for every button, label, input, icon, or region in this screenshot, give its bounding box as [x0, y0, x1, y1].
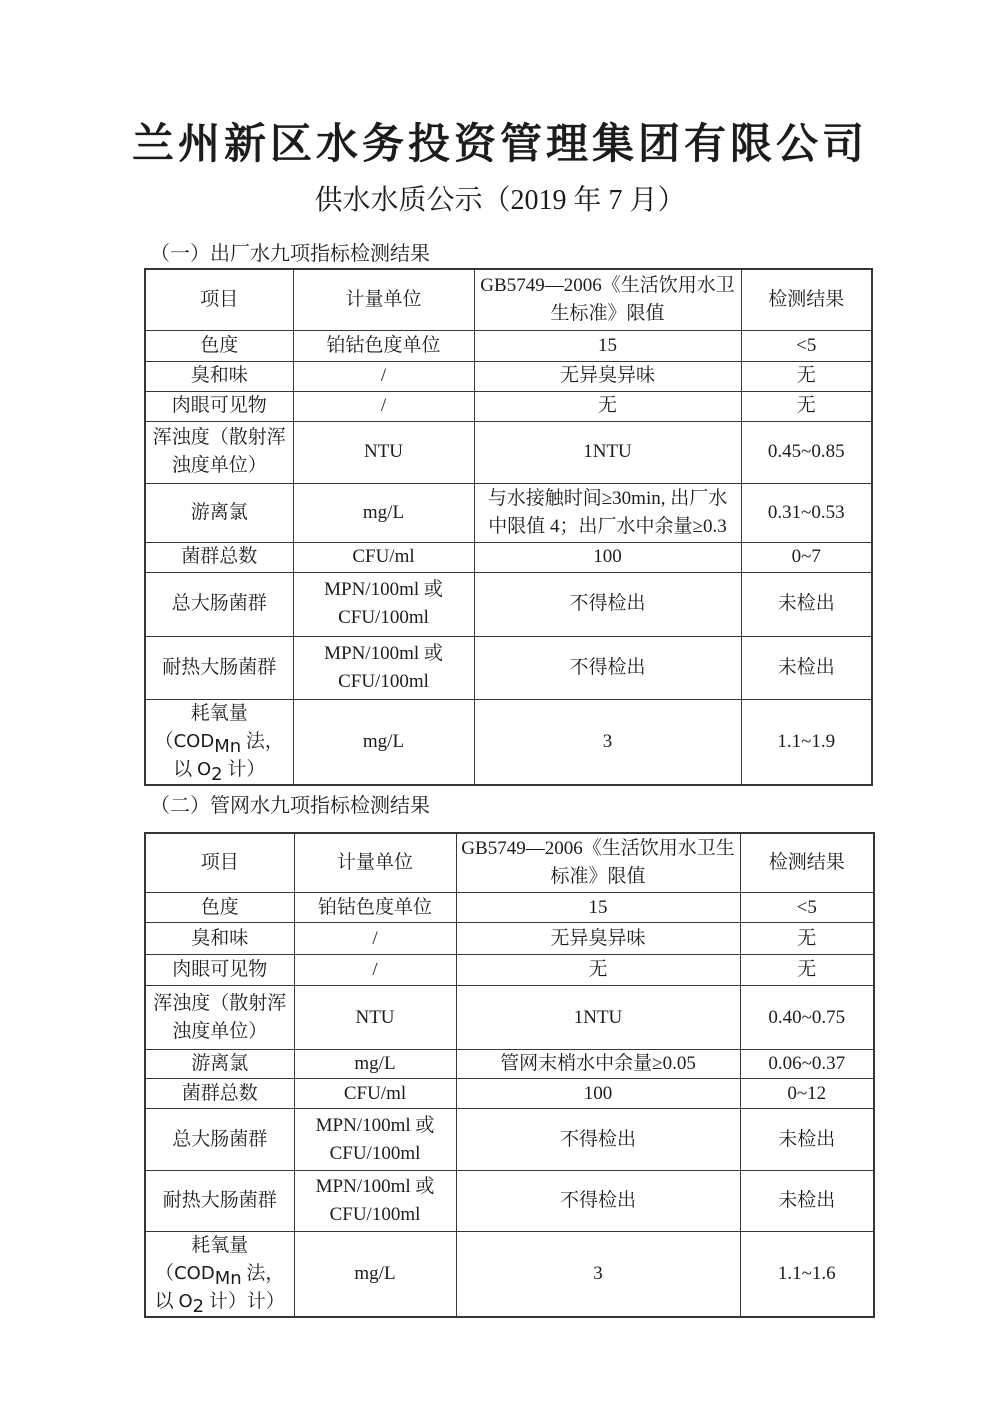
item-cell: 浑浊度（散射浑浊度单位） [145, 986, 294, 1050]
result-cell: 0~7 [741, 542, 872, 572]
table-pipe-network-water [144, 832, 875, 1319]
col-header-result: 检测结果 [741, 269, 872, 330]
table-row [145, 923, 874, 955]
limit-cell: 无异臭异味 [474, 361, 741, 391]
table-row [145, 361, 872, 391]
table-row [145, 1232, 874, 1318]
table-row [145, 330, 872, 361]
item-cell: 耐热大肠菌群 [145, 1171, 294, 1232]
table-row [145, 1079, 874, 1109]
unit-cell: MPN/100ml 或 CFU/100ml [294, 1109, 456, 1171]
table-row [145, 636, 872, 699]
unit-cell: mg/L [293, 699, 474, 785]
item-cell: 色度 [145, 330, 293, 361]
item-cell: 菌群总数 [145, 1079, 294, 1109]
unit-cell: / [293, 391, 474, 421]
page-subtitle: 供水水质公示（2019 年 7 月） [314, 185, 686, 216]
item-cell: 耐热大肠菌群 [145, 636, 293, 699]
table-row [145, 955, 874, 986]
item-cell: 菌群总数 [145, 542, 293, 572]
result-cell: <5 [740, 893, 874, 923]
limit-cell: 15 [474, 330, 741, 361]
item-cell: 耗氧量（$COD_{Mn}$ 法，以 $O_2$ 计）计） [145, 1232, 294, 1318]
table-row [145, 1050, 874, 1079]
result-cell: <5 [741, 330, 872, 361]
page-title: 兰州新区水务投资管理集团有限公司 [131, 122, 868, 168]
unit-cell: / [294, 923, 456, 955]
col-header-unit: 计量单位 [294, 833, 456, 893]
table-finished-water [144, 268, 873, 786]
item-cell: 游离氯 [145, 483, 293, 542]
result-cell: 未检出 [741, 636, 872, 699]
result-cell: 0~12 [740, 1079, 874, 1109]
table-row [145, 986, 874, 1050]
section-1-heading: （一）出厂水九项指标检测结果 [150, 243, 430, 265]
item-cell: 总大肠菌群 [145, 1109, 294, 1171]
unit-cell: / [294, 955, 456, 986]
result-cell: 1.1~1.6 [740, 1232, 874, 1318]
item-cell: 肉眼可见物 [145, 391, 293, 421]
unit-cell: 铂钴色度单位 [294, 893, 456, 923]
result-cell: 0.31~0.53 [741, 483, 872, 542]
item-cell: 臭和味 [145, 923, 294, 955]
limit-cell: 3 [474, 699, 741, 785]
table-row [145, 1171, 874, 1232]
limit-cell: 管网末梢水中余量≥0.05 [456, 1050, 740, 1079]
table-header-row [145, 269, 872, 330]
table-row [145, 893, 874, 923]
limit-cell: 无 [456, 955, 740, 986]
limit-cell: 1NTU [456, 986, 740, 1050]
table-header-row [145, 833, 874, 893]
table-row [145, 421, 872, 483]
unit-cell: mg/L [294, 1050, 456, 1079]
unit-cell: / [293, 361, 474, 391]
col-header-limit: GB5749—2006《生活饮用水卫生标准》限值 [456, 833, 740, 893]
unit-cell: NTU [294, 986, 456, 1050]
limit-cell: 无 [474, 391, 741, 421]
limit-cell: 100 [456, 1079, 740, 1109]
item-cell: 臭和味 [145, 361, 293, 391]
unit-cell: MPN/100ml 或 CFU/100ml [293, 636, 474, 699]
unit-cell: NTU [293, 421, 474, 483]
unit-cell: MPN/100ml 或 CFU/100ml [294, 1171, 456, 1232]
unit-cell: CFU/ml [293, 542, 474, 572]
result-cell: 0.40~0.75 [740, 986, 874, 1050]
table-row [145, 699, 872, 785]
result-cell: 无 [740, 955, 874, 986]
limit-cell: 100 [474, 542, 741, 572]
col-header-unit: 计量单位 [293, 269, 474, 330]
limit-cell: 15 [456, 893, 740, 923]
limit-cell: 与水接触时间≥30min, 出厂水中限值 4；出厂水中余量≥0.3 [474, 483, 741, 542]
col-header-limit: GB5749—2006《生活饮用水卫生标准》限值 [474, 269, 741, 330]
col-header-result: 检测结果 [740, 833, 874, 893]
limit-cell: 不得检出 [456, 1171, 740, 1232]
limit-cell: 无异臭异味 [456, 923, 740, 955]
item-cell: 浑浊度（散射浑浊度单位） [145, 421, 293, 483]
limit-cell: 1NTU [474, 421, 741, 483]
table-row [145, 542, 872, 572]
item-cell: 色度 [145, 893, 294, 923]
result-cell: 0.45~0.85 [741, 421, 872, 483]
item-cell: 耗氧量（$COD_{Mn}$ 法，以 $O_2$ 计） [145, 699, 293, 785]
result-cell: 未检出 [740, 1171, 874, 1232]
unit-cell: 铂钴色度单位 [293, 330, 474, 361]
result-cell: 无 [741, 391, 872, 421]
table-row [145, 483, 872, 542]
limit-cell: 不得检出 [474, 636, 741, 699]
result-cell: 1.1~1.9 [741, 699, 872, 785]
item-cell: 总大肠菌群 [145, 572, 293, 636]
section-2-heading: （二）管网水九项指标检测结果 [150, 794, 430, 817]
unit-cell: mg/L [293, 483, 474, 542]
limit-cell: 3 [456, 1232, 740, 1318]
result-cell: 无 [740, 923, 874, 955]
limit-cell: 不得检出 [474, 572, 741, 636]
limit-cell: 不得检出 [456, 1109, 740, 1171]
result-cell: 0.06~0.37 [740, 1050, 874, 1079]
unit-cell: MPN/100ml 或 CFU/100ml [293, 572, 474, 636]
result-cell: 未检出 [740, 1109, 874, 1171]
col-header-item: 项目 [145, 269, 293, 330]
unit-cell: mg/L [294, 1232, 456, 1318]
table-row [145, 391, 872, 421]
result-cell: 无 [741, 361, 872, 391]
col-header-item: 项目 [145, 833, 294, 893]
result-cell: 未检出 [741, 572, 872, 636]
table-row [145, 572, 872, 636]
unit-cell: CFU/ml [294, 1079, 456, 1109]
table-row [145, 1109, 874, 1171]
item-cell: 游离氯 [145, 1050, 294, 1079]
item-cell: 肉眼可见物 [145, 955, 294, 986]
